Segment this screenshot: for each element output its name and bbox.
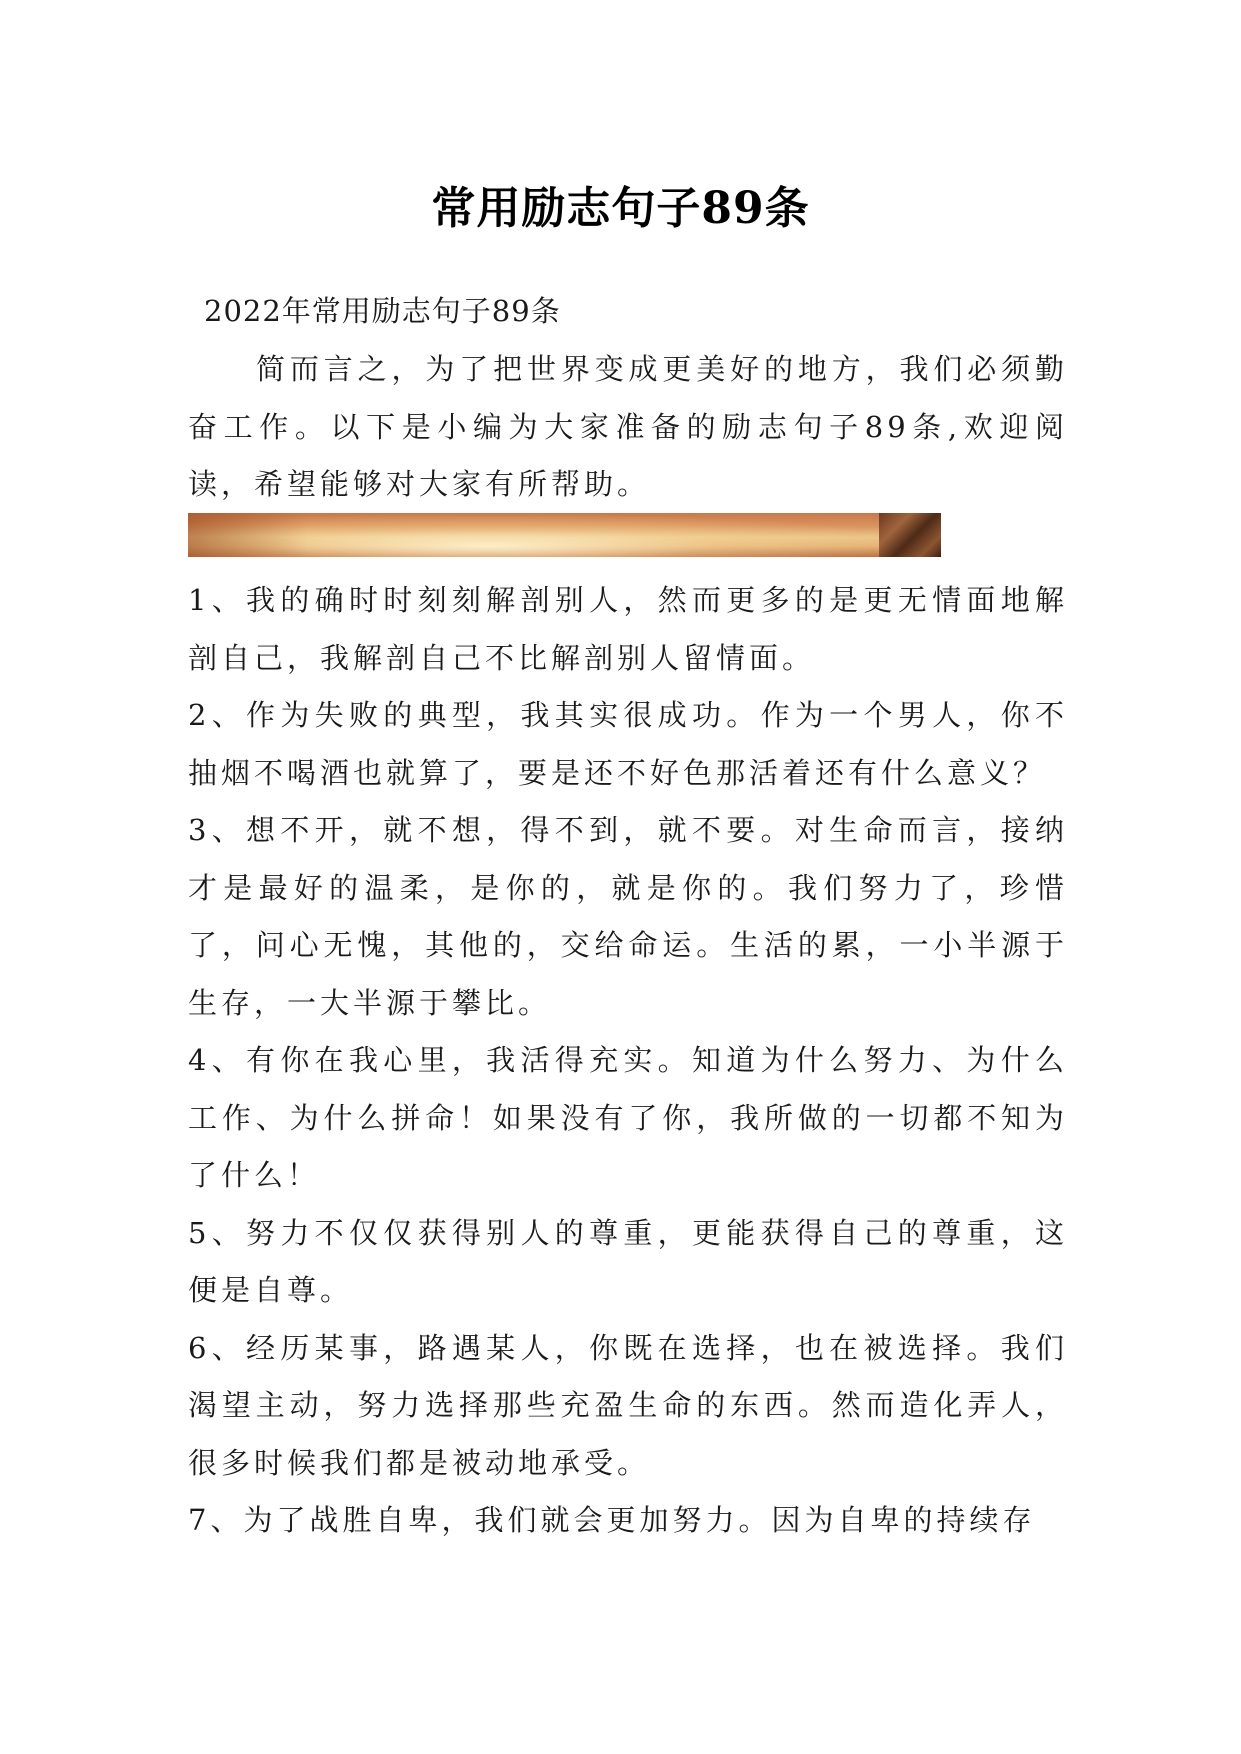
quote-item-4: 4、有你在我心里，我活得充实。知道为什么努力、为什么工作、为什么拼命！如果没有了你，我所做的一切都不知为了什么！ [188,1043,1068,1192]
quote-item-5: 5、努力不仅仅获得别人的尊重，更能获得自己的尊重，这便是自尊。 [188,1215,1068,1307]
page-title: 常用励志句子89条 [431,183,810,235]
document-subtitle: 2022年常用励志句子89条 [204,294,561,328]
quote-item-3: 3、想不开，就不想，得不到，就不要。对生命而言，接纳才是最好的温柔，是你的，就是你的。我们努力了，珍惜了，问心无愧，其他的，交给命运。生活的累，一小半源于生存，一大半源于攀比。 [188,813,1068,1020]
banner-rock-texture [879,513,941,557]
quote-item-2: 2、作为失败的典型，我其实很成功。作为一个男人，你不抽烟不喝酒也就算了，要是还不好色那活着还有什么意义？ [188,698,1068,790]
quote-item-1: 1、我的确时时刻刻解剖别人，然而更多的是更无情面地解剖自己，我解剖自己不比解剖别人留情面。 [188,583,1068,675]
quote-item-6: 6、经历某事，路遇某人，你既在选择，也在被选择。我们渴望主动，努力选择那些充盈生命的东西。然而造化弄人，很多时候我们都是被动地承受。 [188,1330,1068,1480]
quote-item-7: 7、为了战胜自卑，我们就会更加努力。因为自卑的持续存 [188,1503,1036,1537]
decorative-banner-image [188,513,941,557]
quote-list [188,572,1068,1550]
banner-shade [188,513,308,557]
intro-paragraph: 简而言之，为了把世界变成更美好的地方，我们必须勤奋工作。以下是小编为大家准备的励志句子89条,欢迎阅读，希望能够对大家有所帮助。 [188,352,1068,501]
